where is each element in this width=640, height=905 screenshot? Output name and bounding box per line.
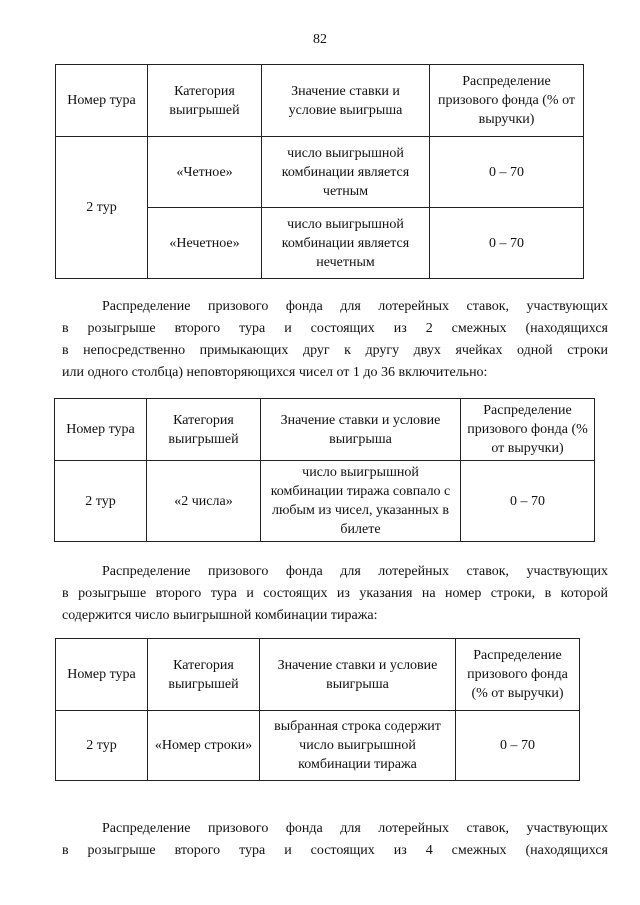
cell-share: 0 – 70 [430,208,584,279]
header-condition: Значение ставки и условие выигрыша [260,639,456,711]
paragraph-two-adjacent [62,296,608,384]
paragraph-four-adjacent [62,818,608,862]
prize-table-parity [55,64,584,279]
table-row [56,137,584,208]
cell-tour: 2 тур [56,711,148,781]
header-condition: Значение ставки и условие выигрыша [262,65,430,137]
prize-table-row-number [55,638,580,781]
paragraph-line: в розыгрыше второго тура и состоящих из 2 смежных (находящихся [62,321,608,336]
header-tour-number: Номер тура [56,639,148,711]
paragraph-line: в розыгрыше второго тура и состоящих из указания на номер строки, в которой [62,586,608,601]
paragraph-line: в непосредственно примыкающих друг к другу двух ячейках одной строки [62,343,608,358]
cell-condition: число выигрышной комбинации тиража совпало с любым из чисел, указанных в билете [261,461,461,542]
cell-condition: число выигрышной комбинации является нечетным [262,208,430,279]
cell-condition: число выигрышной комбинации является четным [262,137,430,208]
paragraph-line: или одного столбца) неповторяющихся чисел от 1 до 36 включительно: [62,365,488,380]
cell-condition: выбранная строка содержит число выигрышной комбинации тиража [260,711,456,781]
table-header-row [56,65,584,137]
table-header-row [56,639,580,711]
cell-share: 0 – 70 [456,711,580,781]
cell-share: 0 – 70 [430,137,584,208]
paragraph-line: Распределение призового фонда для лотерейных ставок, участвующих [102,821,608,836]
page-number: 82 [313,32,327,47]
table-row [55,461,595,542]
cell-tour: 2 тур [56,137,148,279]
header-prize-share: Распределение призового фонда (% от выручки) [430,65,584,137]
prize-table-two-numbers [54,398,595,542]
header-category: Категория выигрышей [148,639,260,711]
header-tour-number: Номер тура [55,399,147,461]
paragraph-row-number [62,561,608,627]
cell-share: 0 – 70 [461,461,595,542]
header-prize-share: Распределение призового фонда (% от выручки) [456,639,580,711]
paragraph-line: Распределение призового фонда для лотерейных ставок, участвующих [102,564,608,579]
header-tour-number: Номер тура [56,65,148,137]
paragraph-line: Распределение призового фонда для лотерейных ставок, участвующих [102,299,608,314]
header-prize-share: Распределение призового фонда (% от выручки) [461,399,595,461]
header-category: Категория выигрышей [147,399,261,461]
cell-category: «Четное» [148,137,262,208]
paragraph-line: содержится число выигрышной комбинации тиража: [62,608,378,623]
cell-category: «2 числа» [147,461,261,542]
paragraph-line: в розыгрыше второго тура и состоящих из 4 смежных (находящихся [62,843,608,858]
cell-category: «Номер строки» [148,711,260,781]
cell-tour: 2 тур [55,461,147,542]
table-row [56,711,580,781]
table-header-row [55,399,595,461]
cell-category: «Нечетное» [148,208,262,279]
header-condition: Значение ставки и условие выигрыша [261,399,461,461]
header-category: Категория выигрышей [148,65,262,137]
